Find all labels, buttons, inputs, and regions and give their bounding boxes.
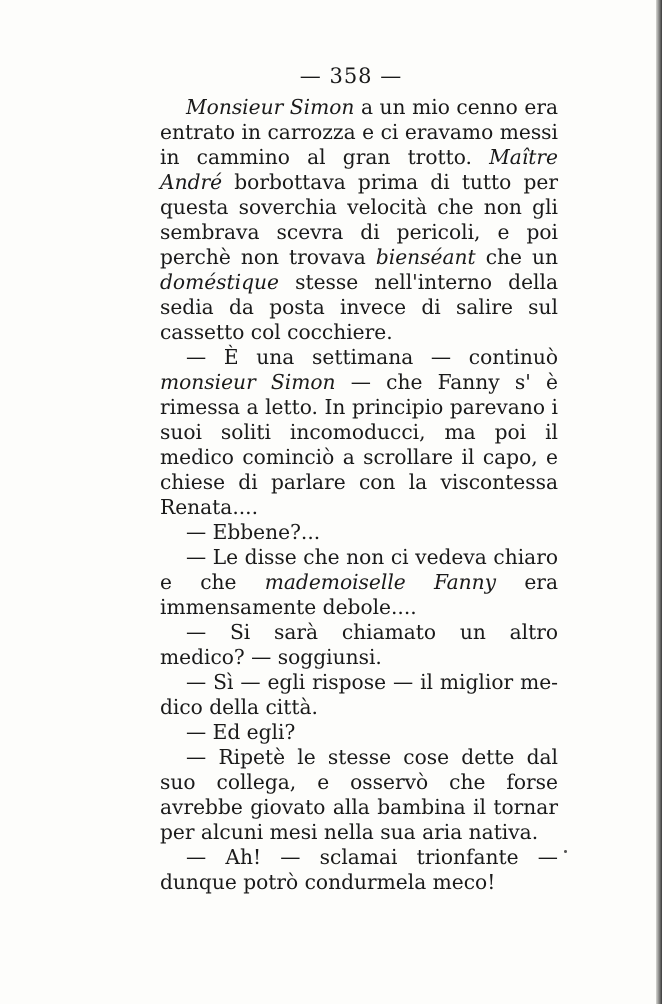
paragraph [160,720,558,745]
text-run: mademoiselle Fanny [264,570,497,594]
text-run: — Ah! — sclamai trionfante — dunque potrò condurmela meco! [160,845,558,894]
page-number: — 358 — [299,64,403,88]
paragraph [160,745,558,845]
paragraph [160,520,558,545]
paragraph [160,670,558,720]
text-run: — che Fanny s' è rimessa a letto. In principio parevano i suoi soliti incomoducci, ma poi il medico cominciò a scrollare il capo, e chiese di parlare con la viscontessa Renata.... [160,370,559,519]
text-run: — Sì — egli rispose — il miglior medico della città. [160,670,558,719]
text-run: Monsieur Simon [186,95,355,119]
text-run: monsieur Simon [160,370,336,394]
paragraph [160,545,558,620]
ink-speck [564,850,567,853]
text-run: doméstique [160,270,279,294]
paragraph [160,845,558,895]
text-run: — Ed egli? [186,720,296,744]
paragraph [160,620,558,670]
text-run: borbottava prima di tutto per questa soverchia velocità che non gli sembrava scevra di pericoli, e poi perchè non trovava [160,170,558,269]
page-edge [656,0,662,1004]
paragraph [160,95,558,345]
paragraph [160,345,558,520]
text-run: era immensamente debole.... [160,570,558,619]
text-run: — È una settimana — continuò [186,345,558,369]
text-body [160,95,558,895]
text-run: che un [475,245,558,269]
text-run: — Ebbene?... [186,520,321,544]
text-run: stesse nell'interno della sedia da posta invece di salire sul cassetto col cocchiere. [160,270,558,344]
text-run: — Le disse che non ci vedeva chiaro e che [160,545,558,594]
text-run: bienséant [375,245,476,269]
text-run: Maître André [160,145,558,194]
text-run: — Si sarà chiamato un altro medico? — soggiunsi. [160,620,558,669]
text-run: — Ripetè le stesse cose dette dal suo collega, e osservò che forse avrebbe giovato alla bambina il tornar per alcuni mesi nella sua aria nativa. [160,745,558,844]
text-run: a un mio cenno era entrato in carrozza e ci eravamo messi in cammino al gran trotto. [160,95,559,169]
